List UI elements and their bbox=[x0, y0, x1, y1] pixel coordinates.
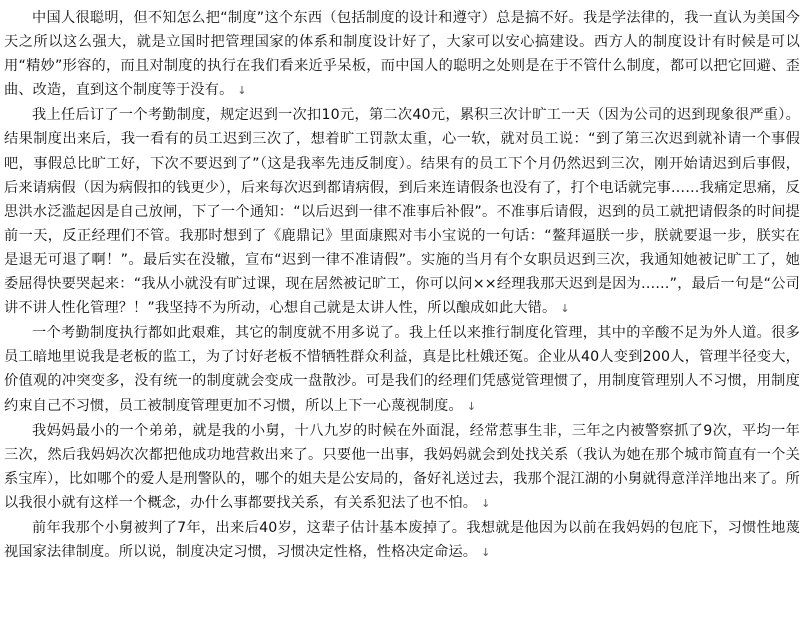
paragraph-4-text: 我妈妈最小的一个弟弟，就是我的小舅，十八九岁的时候在外面混，经常惹事生非，三年之内被警察抓了9次，平均一年三次，然后我妈妈次次都把他成功地营救出来了。只要他一出事，我妈妈就会到处找关系（我认为她在那个城市简直有一个关系宝库），比如哪个的爱人是刑警队的，哪个的姐夫是公安局的，备好礼送过去，我那个混江湖的小舅就得意洋洋地出来了。所以我很小就有这样一个概念，办什么事都要找关系，有关系犯法了也不怕。 bbox=[4, 422, 800, 511]
paragraph-3 bbox=[4, 321, 800, 418]
paragraph-1 bbox=[4, 6, 800, 103]
paragraph-mark-icon: ↓ bbox=[466, 399, 477, 413]
paragraph-4 bbox=[4, 419, 800, 516]
paragraph-2-text: 我上任后订了一个考勤制度，规定迟到一次扣10元，第二次40元，累积三次计旷工一天（因为公司的迟到现象很严重）。结果制度出来后，我一看有的员工迟到三次了，想着旷工罚款太重，心一软，就对员工说：“到了第三次迟到就补请一个事假吧，事假总比旷工好，下次不要迟到了”（这是我率先违反制度）。结果有的员工下个月仍然迟到三次，刚开始请迟到后事假，后来请病假（因为病假扣的钱更少），后来每次迟到都请病假，到后来连请假条也没有了，打个电话就完事……我痛定思痛，反思洪水泛滥起因是自己放闸，下了一个通知：“以后迟到一律不准事后补假”。不准事后请假，迟到的员工就把请假条的时间提前一天，反正经理们不管。我那时想到了《鹿鼎记》里面康熙对韦小宝说的一句话：“鳌拜逼朕一步，朕就要退一步，朕实在是退无可退了啊！”。最后实在没辙，宣布“迟到一律不准请假”。实施的当月有个女职员迟到三次，我通知她被记旷工了，她委屈得快要哭起来：“我从小就没有旷过课，现在居然被记旷工，你可以问××经理我那天迟到是因为……”，最后一句是“公司讲不讲人性化管理？！”我坚持不为所动，心想自己就是太讲人性，所以酿成如此大错。 bbox=[4, 107, 800, 317]
paragraph-5 bbox=[4, 516, 800, 565]
paragraph-2 bbox=[4, 103, 800, 321]
paragraph-mark-icon: ↓ bbox=[481, 496, 491, 510]
paragraph-mark-icon: ↓ bbox=[481, 546, 491, 560]
paragraph-3-text: 一个考勤制度执行都如此艰难，其它的制度就不用多说了。我上任以来推行制度化管理，其中的辛酸不足为外人道。很多员工暗地里说我是老板的监工，为了讨好老板不惜牺牲群众利益，真是比杜娥还冤。企业从40人变到200人，管理半径变大，价值观的冲突变多，没有统一的制度就会变成一盘散沙。可是我们的经理们凭感觉管理惯了，用制度管理别人不习惯，用制度约束自己不习惯，员工被制度管理更加不习惯，所以上下一心蔑视制度。 bbox=[4, 325, 800, 414]
paragraph-mark-icon: ↓ bbox=[560, 302, 570, 316]
paragraph-1-text: 中国人很聪明，但不知怎么把“制度”这个东西（包括制度的设计和遵守）总是搞不好。我是学法律的，我一直认为美国今天之所以这么强大，就是立国时把管理国家的体系和制度设计好了，大家可以安心搞建设。西方人的制度设计有时候是可以用“精妙”形容的，而且对制度的执行在我们看来近乎呆板，而中国人的聪明之处则是在于不管什么制度，都可以把它回避、歪曲、改造，直到这个制度等于没有。 bbox=[4, 10, 800, 99]
paragraph-mark-icon: ↓ bbox=[237, 84, 247, 98]
paragraph-5-text: 前年我那个小舅被判了7年，出来后40岁，这辈子估计基本废掉了。我想就是他因为以前在我妈妈的包庇下，习惯性地蔑视国家法律制度。所以说，制度决定习惯，习惯决定性格，性格决定命运。 bbox=[4, 519, 800, 561]
